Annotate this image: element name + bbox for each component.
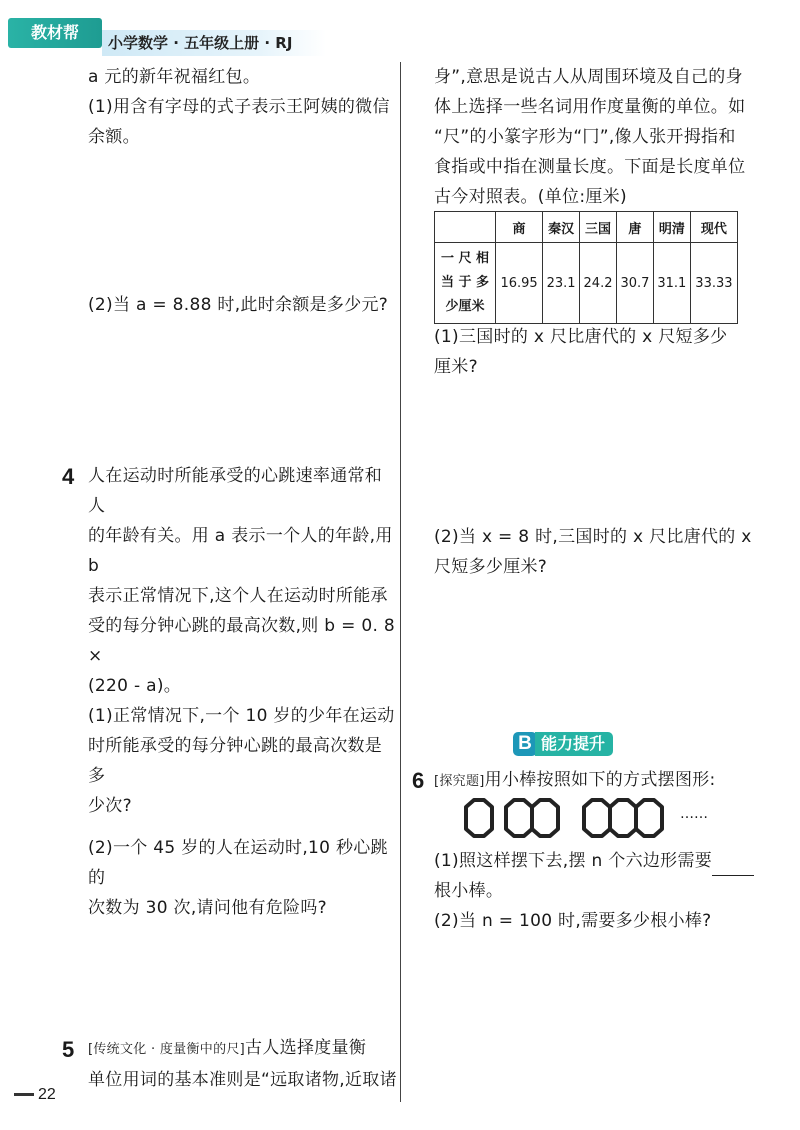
header-badge: 教材帮 <box>8 18 102 48</box>
q5-cont-line: 身”,意思是说古人从周围环境及自己的身 <box>434 67 743 87</box>
q4-stem <box>88 461 398 821</box>
q6-part2: (2)当 n = 100 时,需要多少根小棒? <box>434 911 712 931</box>
section-b-heading <box>513 732 613 760</box>
length-table-data-row <box>435 243 738 324</box>
q6-parts <box>434 846 774 936</box>
q6-part1-line2: 根小棒。 <box>434 881 504 901</box>
q6-tag: [探究题] <box>434 774 485 789</box>
section-b-icon: B <box>513 732 537 756</box>
q5-part1-line: (1)三国时的 x 尺比唐代的 x 尺短多少 <box>434 327 728 347</box>
q4-number: 4 <box>62 464 75 489</box>
q5-part1-line: 厘米? <box>434 357 478 377</box>
q4-line: 人在运动时所能承受的心跳速率通常和人 <box>88 466 383 516</box>
q5-line1 <box>88 1033 398 1065</box>
table-cell: 16.95 <box>496 243 543 324</box>
table-header-cell: 秦汉 <box>543 212 580 243</box>
header-subtitle: 小学数学 · 五年级上册 · RJ <box>102 30 326 56</box>
table-cell: 24.2 <box>580 243 617 324</box>
table-cell: 31.1 <box>653 243 690 324</box>
page-number: 22 <box>38 1086 56 1103</box>
q5-cont-line: 体上选择一些名词用作度量衡的单位。如 <box>434 97 746 117</box>
hexagon-figures <box>458 796 718 840</box>
row-label-line: 少厘米 <box>445 299 485 314</box>
q4-line: 受的每分钟心跳的最高次数,则 b = 0. 8 × <box>88 616 395 666</box>
q5-cont-line: 食指或中指在测量长度。下面是长度单位 <box>434 157 746 177</box>
table-cell: 23.1 <box>543 243 580 324</box>
answer-blank[interactable] <box>712 859 754 876</box>
q3-part2: (2)当 a = 8.88 时,此时余额是多少元? <box>88 295 389 315</box>
row-label-line: 当 于 多 <box>440 275 490 290</box>
table-header-cell: 现代 <box>690 212 737 243</box>
hexagon-sticks-figure <box>458 796 718 840</box>
q5-part2-line: 尺短多少厘米? <box>434 557 548 577</box>
q5-cont-line: 古今对照表。(单位:厘米) <box>434 187 627 207</box>
q6-part1-line1 <box>434 846 774 876</box>
q6-line1 <box>434 765 716 797</box>
q4-part1-line: (1)正常情况下,一个 10 岁的少年在运动 <box>88 706 395 726</box>
q3-part1-line1: (1)用含有字母的式子表示王阿姨的微信 <box>88 97 390 117</box>
q3-continuation <box>88 62 393 152</box>
q4-part2-line: 次数为 30 次,请问他有危险吗? <box>88 898 327 918</box>
q6-line1-text: 用小棒按照如下的方式摆图形: <box>484 770 716 790</box>
table-header-cell: 明清 <box>653 212 690 243</box>
q4-part1-line: 少次? <box>88 796 132 816</box>
hexagon-ellipsis: …… <box>680 806 708 822</box>
table-row-label <box>435 243 496 324</box>
q5-stem <box>88 1033 398 1095</box>
length-table-header-row <box>435 212 738 243</box>
q4-line: 的年龄有关。用 a 表示一个人的年龄,用 b <box>88 526 393 576</box>
q5-number: 5 <box>62 1037 75 1062</box>
q6-part1-text: (1)照这样摆下去,摆 n 个六边形需要 <box>434 851 713 871</box>
footer-dash <box>14 1093 34 1096</box>
q4-line: (220 - a)。 <box>88 676 182 696</box>
q5-part2-line: (2)当 x = 8 时,三国时的 x 尺比唐代的 x <box>434 527 752 547</box>
hexagon-triple <box>584 800 662 836</box>
length-table <box>434 211 738 324</box>
q4-part2 <box>88 833 398 923</box>
hexagon-pair <box>506 800 558 836</box>
q5-continuation <box>434 62 764 212</box>
q4-part1-line: 时所能承受的每分钟心跳的最高次数是多 <box>88 736 383 786</box>
q5-tag: [传统文化 · 度量衡中的尺] <box>88 1042 246 1057</box>
hexagon-1 <box>466 800 492 836</box>
table-cell: 30.7 <box>616 243 653 324</box>
q5-line1-text: 古人选择度量衡 <box>245 1038 367 1058</box>
q3-part1-line2: 余额。 <box>88 127 140 147</box>
q5-line2: 单位用词的基本准则是“远取诸物,近取诸 <box>88 1070 397 1090</box>
q5-cont-line: “尺”的小篆字形为“冂”,像人张开拇指和 <box>434 127 736 147</box>
section-b-label: 能力提升 <box>535 732 613 756</box>
q5-part2 <box>434 522 764 582</box>
q4-line: 表示正常情况下,这个人在运动时所能承 <box>88 586 388 606</box>
page-footer <box>14 1086 56 1104</box>
row-label-line: 一 尺 相 <box>440 251 490 266</box>
q4-part2-line: (2)一个 45 岁的人在运动时,10 秒心跳的 <box>88 838 388 888</box>
table-header-cell: 三国 <box>580 212 617 243</box>
q6-number: 6 <box>412 768 425 793</box>
table-cell: 33.33 <box>690 243 737 324</box>
column-divider <box>400 62 401 1102</box>
q3-line1: a 元的新年祝福红包。 <box>88 67 261 87</box>
table-header-cell: 唐 <box>616 212 653 243</box>
q5-part1 <box>434 322 764 382</box>
table-header-cell <box>435 212 496 243</box>
table-header-cell: 商 <box>496 212 543 243</box>
